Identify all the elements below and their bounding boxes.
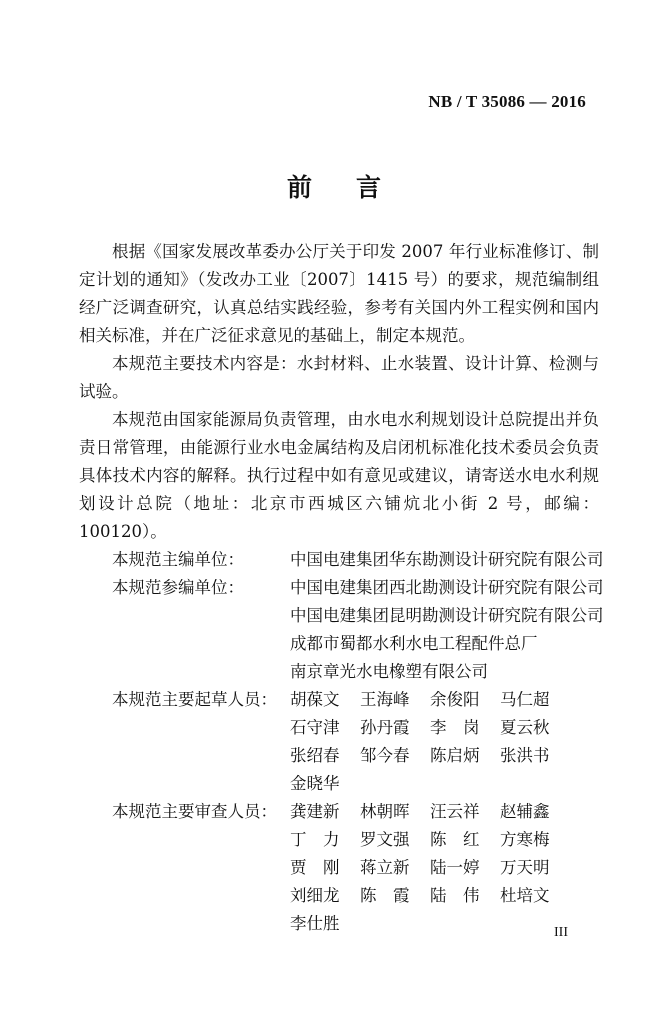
participating-units-row xyxy=(79,574,604,686)
drafter-name: 陈启炳 xyxy=(430,746,480,765)
standard-code: NB / T 35086 — 2016 xyxy=(428,92,586,111)
participating-unit: 中国电建集团西北勘测设计研究院有限公司 xyxy=(290,578,604,597)
participating-units-label: 本规范参编单位： xyxy=(112,578,244,597)
drafter-name: 余俊阳 xyxy=(430,690,480,709)
page-number: III xyxy=(554,925,568,940)
drafter-name: 马仁超 xyxy=(500,690,550,709)
reviewers-label: 本规范主要审查人员： xyxy=(112,802,277,821)
drafter-name: 张洪书 xyxy=(500,746,550,765)
reviewer-name: 龚建新 xyxy=(290,802,340,821)
reviewer-name: 陈 霞 xyxy=(360,886,410,905)
reviewer-name: 万天明 xyxy=(500,858,550,877)
reviewer-name: 汪云祥 xyxy=(430,802,480,821)
reviewer-name: 刘细龙 xyxy=(290,886,340,905)
reviewer-name: 贾 刚 xyxy=(290,858,340,877)
participating-unit: 成都市蜀都水利水电工程配件总厂 xyxy=(290,634,538,653)
reviewer-name: 李仕胜 xyxy=(290,914,340,933)
drafters-row xyxy=(79,686,599,798)
reviewer-name: 陆一婷 xyxy=(430,858,480,877)
drafter-name: 邹今春 xyxy=(360,746,410,765)
reviewer-name: 林朝晖 xyxy=(360,802,410,821)
drafter-name: 金晓华 xyxy=(290,774,340,793)
drafters-label: 本规范主要起草人员： xyxy=(112,690,277,709)
reviewer-name: 陆 伟 xyxy=(430,886,480,905)
reviewer-name: 丁 力 xyxy=(290,830,340,849)
reviewer-name: 蒋立新 xyxy=(360,858,410,877)
preface-body xyxy=(79,238,604,938)
reviewer-name: 赵辅鑫 xyxy=(500,802,550,821)
paragraph-management: 本规范由国家能源局负责管理，由水电水利规划设计总院提出并负责日常管理，由能源行业水电金属结构及启闭机标准化技术委员会负责具体技术内容的解释。执行过程中如有意见或建议，请寄送水电水利规划设计总院（地址：北京市西城区六铺炕北小街 2 号，邮编：100120）。 xyxy=(79,410,599,541)
chief-editor-row xyxy=(79,546,604,574)
drafter-name: 石守津 xyxy=(290,718,340,737)
drafter-name: 张绍春 xyxy=(290,746,340,765)
drafter-name: 王海峰 xyxy=(360,690,410,709)
drafter-name: 胡葆文 xyxy=(290,690,340,709)
participating-unit: 中国电建集团昆明勘测设计研究院有限公司 xyxy=(290,606,604,625)
page-title: 前言 xyxy=(286,173,425,202)
drafters-names xyxy=(290,686,570,798)
reviewers-names xyxy=(290,798,570,938)
drafter-name: 孙丹霞 xyxy=(360,718,410,737)
paragraph-technical-content: 本规范主要技术内容是：水封材料、止水装置、设计计算、检测与试验。 xyxy=(79,354,599,401)
chief-editor-unit: 中国电建集团华东勘测设计研究院有限公司 xyxy=(290,550,604,569)
reviewer-name: 罗文强 xyxy=(360,830,410,849)
reviewer-name: 陈 红 xyxy=(430,830,480,849)
reviewer-name: 方寒梅 xyxy=(500,830,550,849)
chief-editor-label: 本规范主编单位： xyxy=(112,550,244,569)
participating-unit: 南京章光水电橡塑有限公司 xyxy=(290,662,488,681)
participating-units-list xyxy=(290,574,604,686)
drafter-name: 李 岗 xyxy=(430,718,480,737)
reviewer-name: 杜培文 xyxy=(500,886,550,905)
paragraph-basis: 根据《国家发展改革委办公厅关于印发 2007 年行业标准修订、制定计划的通知》（发改办工业〔2007〕1415 号）的要求，规范编制组经广泛调查研究，认真总结实践经验，参考有关国内外工程实例和国内相关标准，并在广泛征求意见的基础上，制定本规范。 xyxy=(79,242,599,345)
drafter-name: 夏云秋 xyxy=(500,718,550,737)
reviewers-row xyxy=(79,798,599,938)
